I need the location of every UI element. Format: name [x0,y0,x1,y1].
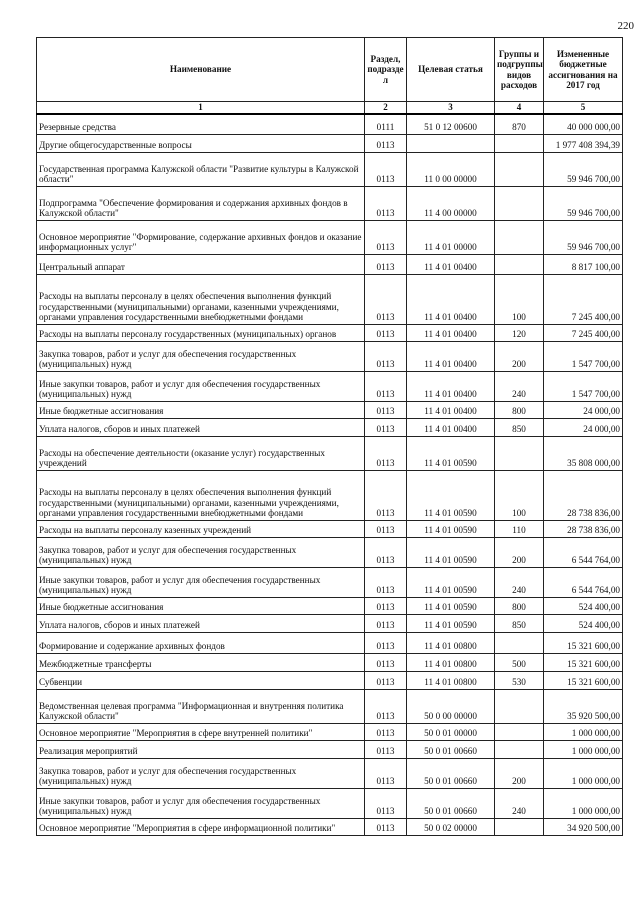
table-row [37,671,623,689]
table-row [37,520,623,537]
row-group: 110 [495,520,544,537]
row-amount: 15 321 600,00 [544,671,623,689]
row-section: 0113 [365,401,407,418]
row-amount: 24 000,00 [544,401,623,418]
row-section: 0113 [365,788,407,818]
row-group: 120 [495,324,544,341]
row-amount: 1 000 000,00 [544,788,623,818]
row-target: 11 4 01 00000 [407,220,495,254]
row-amount: 15 321 600,00 [544,632,623,653]
row-section: 0113 [365,689,407,723]
table-row [37,152,623,186]
row-name: Расходы на выплаты персоналу казенных учреждений [37,520,365,537]
row-target: 11 4 01 00590 [407,537,495,567]
header-groups: Группы и подгруппы видов расходов [495,38,544,102]
row-target: 51 0 12 00600 [407,114,495,134]
row-amount: 1 000 000,00 [544,740,623,758]
row-target: 11 4 01 00400 [407,401,495,418]
row-section: 0113 [365,723,407,740]
row-name: Иные закупки товаров, работ и услуг для обеспечения государственных (муниципальных) нужд [37,788,365,818]
table-row [37,689,623,723]
row-section: 0113 [365,758,407,788]
row-target: 50 0 01 00000 [407,723,495,740]
col-number: 3 [407,102,495,115]
table-row [37,371,623,401]
row-name: Основное мероприятие "Мероприятия в сфере внутренней политики" [37,723,365,740]
row-section: 0113 [365,274,407,324]
row-amount: 59 946 700,00 [544,152,623,186]
row-target: 11 4 01 00800 [407,632,495,653]
row-group: 800 [495,401,544,418]
row-group: 240 [495,788,544,818]
row-section: 0113 [365,520,407,537]
table-row [37,740,623,758]
row-section: 0113 [365,152,407,186]
row-amount: 1 977 408 394,39 [544,134,623,152]
table-row [37,632,623,653]
row-amount: 6 544 764,00 [544,537,623,567]
header-name: Наименование [37,38,365,102]
row-amount: 7 245 400,00 [544,324,623,341]
table-row [37,418,623,436]
row-section: 0113 [365,436,407,470]
row-section: 0113 [365,653,407,671]
table-body [37,114,623,835]
row-name: Подпрограмма "Обеспечение формирования и содержания архивных фондов в Калужской области" [37,186,365,220]
row-section: 0113 [365,671,407,689]
row-group [495,220,544,254]
row-name: Иные бюджетные ассигнования [37,401,365,418]
row-group: 800 [495,597,544,614]
row-name: Межбюджетные трансферты [37,653,365,671]
row-section: 0113 [365,567,407,597]
row-name: Государственная программа Калужской области "Развитие культуры в Калужской области" [37,152,365,186]
row-group [495,740,544,758]
table-row [37,114,623,134]
row-target: 11 4 01 00590 [407,614,495,632]
table-row [37,537,623,567]
row-name: Формирование и содержание архивных фондов [37,632,365,653]
row-group [495,186,544,220]
row-amount: 34 920 500,00 [544,818,623,835]
row-target: 11 4 01 00400 [407,418,495,436]
row-name: Другие общегосударственные вопросы [37,134,365,152]
row-section: 0113 [365,597,407,614]
row-name: Закупка товаров, работ и услуг для обеспечения государственных (муниципальных) нужд [37,758,365,788]
row-group: 200 [495,758,544,788]
row-group: 240 [495,567,544,597]
row-target: 11 4 01 00400 [407,371,495,401]
header-section: Раздел, подразде л [365,38,407,102]
row-target: 11 4 01 00800 [407,671,495,689]
row-name: Субвенции [37,671,365,689]
row-group [495,723,544,740]
row-section: 0113 [365,614,407,632]
table-row [37,134,623,152]
row-name: Основное мероприятие "Мероприятия в сфере информационной политики" [37,818,365,835]
row-name: Закупка товаров, работ и услуг для обеспечения государственных (муниципальных) нужд [37,537,365,567]
row-group [495,254,544,274]
row-name: Расходы на выплаты персоналу в целях обеспечения выполнения функций государственными (муниципальными) органами, казенными учреждениями, органами управления государственными внебюджетными фондами [37,274,365,324]
row-name: Уплата налогов, сборов и иных платежей [37,418,365,436]
row-target: 11 4 01 00590 [407,470,495,520]
row-section: 0113 [365,740,407,758]
table-row [37,401,623,418]
row-amount: 1 547 700,00 [544,371,623,401]
row-amount: 35 808 000,00 [544,436,623,470]
col-number: 5 [544,102,623,115]
table-row [37,254,623,274]
row-section: 0113 [365,220,407,254]
row-target: 11 4 01 00590 [407,520,495,537]
row-target: 11 4 01 00590 [407,597,495,614]
row-amount: 59 946 700,00 [544,186,623,220]
row-amount: 7 245 400,00 [544,274,623,324]
row-target: 50 0 01 00660 [407,740,495,758]
row-group [495,689,544,723]
row-group: 850 [495,614,544,632]
table-row [37,186,623,220]
row-name: Иные закупки товаров, работ и услуг для обеспечения государственных (муниципальных) нужд [37,567,365,597]
row-target: 50 0 01 00660 [407,788,495,818]
row-target: 50 0 00 00000 [407,689,495,723]
row-name: Иные бюджетные ассигнования [37,597,365,614]
table-row [37,723,623,740]
row-group [495,152,544,186]
row-name: Закупка товаров, работ и услуг для обеспечения государственных (муниципальных) нужд [37,341,365,371]
row-group: 200 [495,537,544,567]
col-number: 1 [37,102,365,115]
row-section: 0113 [365,537,407,567]
row-amount: 28 738 836,00 [544,520,623,537]
row-section: 0113 [365,186,407,220]
header-row [37,38,623,102]
row-name: Центральный аппарат [37,254,365,274]
table-row [37,470,623,520]
row-name: Иные закупки товаров, работ и услуг для обеспечения государственных (муниципальных) нужд [37,371,365,401]
row-name: Ведомственная целевая программа "Информационная и внутренняя политика Калужской области" [37,689,365,723]
row-group [495,436,544,470]
row-target: 11 4 01 00400 [407,274,495,324]
row-target: 11 4 01 00590 [407,436,495,470]
table-row [37,597,623,614]
table-row [37,274,623,324]
table-row [37,788,623,818]
row-target: 50 0 02 00000 [407,818,495,835]
row-target: 11 4 01 00400 [407,324,495,341]
row-amount: 40 000 000,00 [544,114,623,134]
row-section: 0113 [365,632,407,653]
row-group: 850 [495,418,544,436]
row-name: Расходы на выплаты персоналу в целях обеспечения выполнения функций государственными (муниципальными) органами, казенными учреждениями, органами управления государственными внебюджетными фондами [37,470,365,520]
budget-table [36,37,623,836]
table-row [37,567,623,597]
row-section: 0113 [365,418,407,436]
row-target: 11 4 01 00800 [407,653,495,671]
table-row [37,653,623,671]
table-row [37,614,623,632]
row-group: 200 [495,341,544,371]
table-row [37,324,623,341]
row-section: 0113 [365,254,407,274]
header-amount: Измененные бюджетные ассигнования на 2017 год [544,38,623,102]
row-section: 0113 [365,818,407,835]
row-amount: 1 000 000,00 [544,723,623,740]
row-group [495,818,544,835]
col-number: 2 [365,102,407,115]
row-group: 240 [495,371,544,401]
page-number: 220 [617,20,634,32]
row-name: Расходы на обеспечение деятельности (оказание услуг) государственных учреждений [37,436,365,470]
row-section: 0113 [365,341,407,371]
row-target: 11 4 01 00400 [407,341,495,371]
row-group: 100 [495,470,544,520]
row-amount: 524 400,00 [544,597,623,614]
row-group [495,134,544,152]
col-number: 4 [495,102,544,115]
row-name: Резервные средства [37,114,365,134]
row-amount: 6 544 764,00 [544,567,623,597]
table-row [37,818,623,835]
row-section: 0113 [365,371,407,401]
row-name: Основное мероприятие "Формирование, содержание архивных фондов и оказание информационных услуг" [37,220,365,254]
table-row [37,436,623,470]
row-group: 100 [495,274,544,324]
row-section: 0113 [365,470,407,520]
row-amount: 59 946 700,00 [544,220,623,254]
row-target: 11 4 01 00400 [407,254,495,274]
row-group: 870 [495,114,544,134]
row-section: 0111 [365,114,407,134]
row-amount: 1 000 000,00 [544,758,623,788]
row-group [495,632,544,653]
row-amount: 524 400,00 [544,614,623,632]
row-name: Уплата налогов, сборов и иных платежей [37,614,365,632]
row-amount: 35 920 500,00 [544,689,623,723]
row-section: 0113 [365,324,407,341]
table-row [37,220,623,254]
row-amount: 8 817 100,00 [544,254,623,274]
header-target: Целевая статья [407,38,495,102]
row-name: Расходы на выплаты персоналу государственных (муниципальных) органов [37,324,365,341]
row-section: 0113 [365,134,407,152]
table-row [37,758,623,788]
row-target: 11 4 00 00000 [407,186,495,220]
row-target: 11 0 00 00000 [407,152,495,186]
table-row [37,341,623,371]
row-amount: 24 000,00 [544,418,623,436]
row-amount: 28 738 836,00 [544,470,623,520]
row-group: 530 [495,671,544,689]
row-amount: 15 321 600,00 [544,653,623,671]
column-number-row [37,102,623,115]
row-target: 50 0 01 00660 [407,758,495,788]
row-name: Реализация мероприятий [37,740,365,758]
row-amount: 1 547 700,00 [544,341,623,371]
row-target [407,134,495,152]
row-target: 11 4 01 00590 [407,567,495,597]
row-group: 500 [495,653,544,671]
